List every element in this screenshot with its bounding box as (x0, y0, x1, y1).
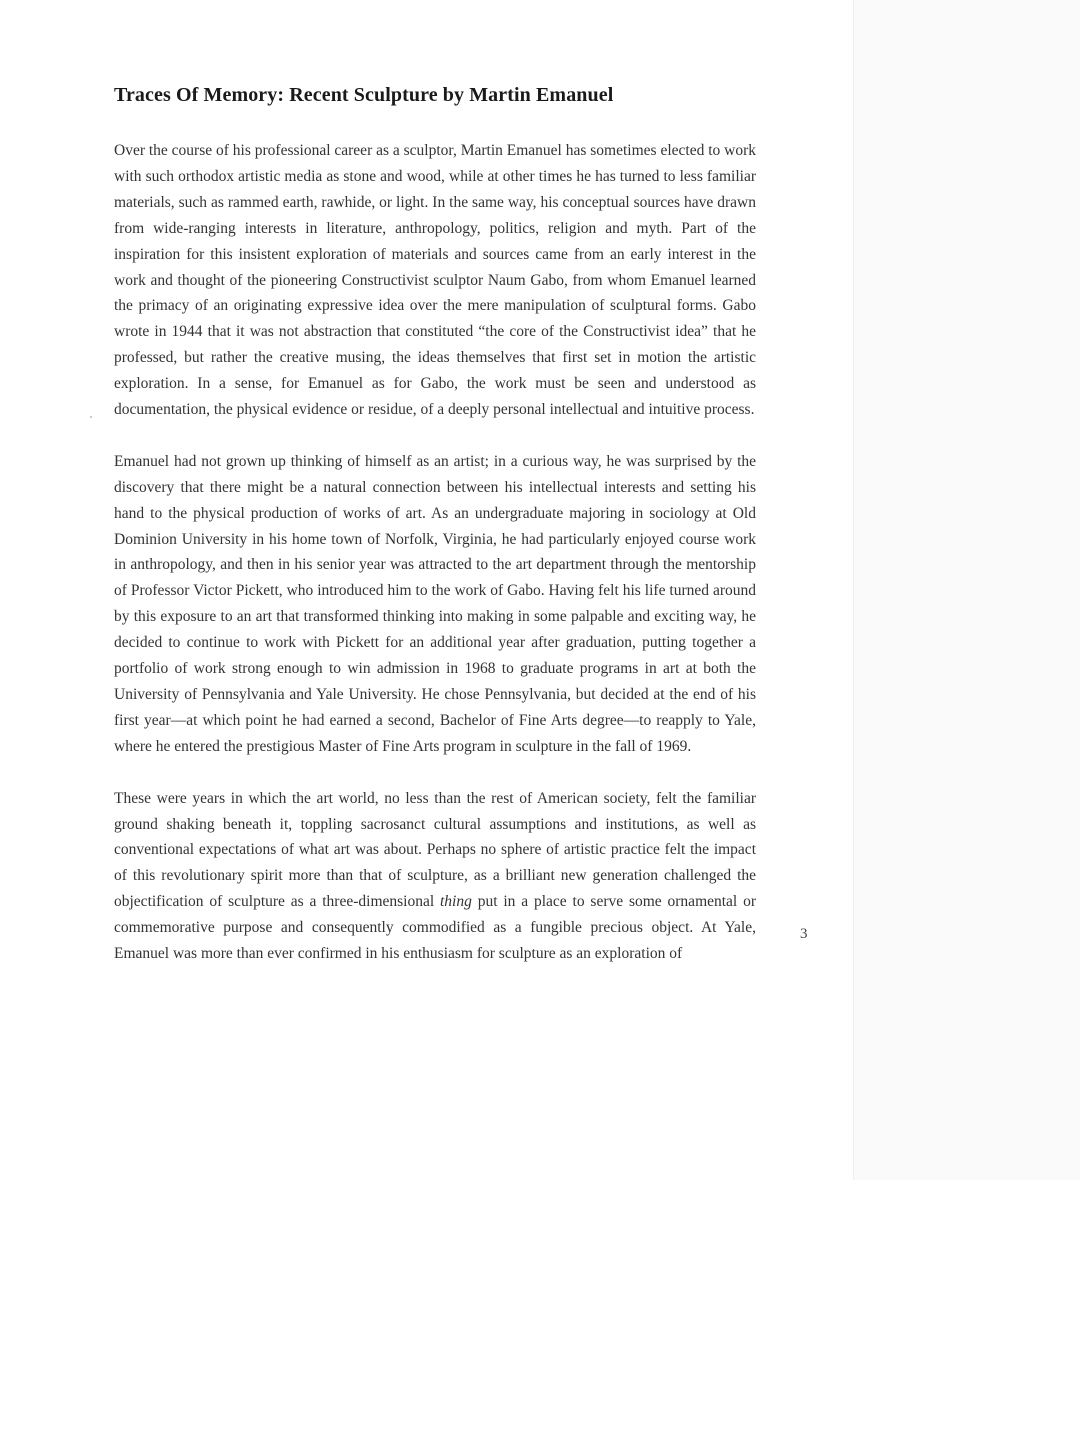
paragraph-3-part-1: These were years in which the art world, no less than the rest of American society, felt the familiar ground shaking beneath it, toppling sacrosanct cultural assumptions and institutions, as well as conventional expectations of what art was about. Perhaps no sphere of artistic practice felt the impact of this revolutionary spirit more than that of sculpture, as a brilliant new generation challenged the objectification of sculpture as a three-dimensional (114, 789, 756, 911)
article-body (114, 138, 756, 993)
paragraph-3-part-2: put in a place to serve some ornamental or commemorative purpose and consequently commodified as a fungible precious object. At Yale, Emanuel was more than ever confirmed in his enthusiasm for sculpture as an exploration of (114, 893, 756, 963)
article-title: Traces Of Memory: Recent Sculpture by Martin Emanuel (114, 84, 614, 106)
paragraph-2: Emanuel had not grown up thinking of himself as an artist; in a curious way, he was surprised by the discovery that there might be a natural connection between his intellectual interests and setting his hand to the physical production of works of art. As an undergraduate majoring in sociology at Old Dominion University in his home town of Norfolk, Virginia, he had particularly enjoyed course work in anthropology, and then in his senior year was attracted to the art department through the mentorship of Professor Victor Pickett, who introduced him to the work of Gabo. Having felt his life turned around by this exposure to an art that transformed thinking into making in some palpable and exciting way, he decided to continue to work with Pickett for an additional year after graduation, putting together a portfolio of work strong enough to win admission in 1968 to graduate programs in art at both the University of Pennsylvania and Yale University. He chose Pennsylvania, but decided at the end of his first year—at which point he had earned a second, Bachelor of Fine Arts degree—to reapply to Yale, where he entered the prestigious Master of Fine Arts program in sculpture in the fall of 1969. (114, 452, 756, 755)
emphasis-thing: thing (440, 893, 472, 911)
paragraph-1: Over the course of his professional career as a sculptor, Martin Emanuel has sometimes elected to work with such orthodox artistic media as stone and wood, while at other times he has turned to less familiar materials, such as rammed earth, rawhide, or light. In the same way, his conceptual sources have drawn from wide-ranging interests in literature, anthropology, politics, religion and myth. Part of the inspiration for this insistent exploration of materials and sources came from an early interest in the work and thought of the pioneering Constructivist sculptor Naum Gabo, from whom Emanuel learned the primacy of an originating expressive idea over the mere manipulation of sculptural forms. Gabo wrote in 1944 that it was not abstraction that constituted “the core of the Constructivist idea” that he professed, but rather the creative musing, the ideas themselves that first set in motion the artistic exploration. In a sense, for Emanuel as for Gabo, the work must be seen and understood as documentation, the physical evidence or residue, of a deeply personal intellectual and intuitive process. (114, 142, 756, 419)
scan-edge-shade (853, 0, 1080, 1180)
paragraph-3 (114, 786, 756, 967)
page-number: 3 (800, 926, 808, 942)
scan-speck (90, 416, 92, 418)
